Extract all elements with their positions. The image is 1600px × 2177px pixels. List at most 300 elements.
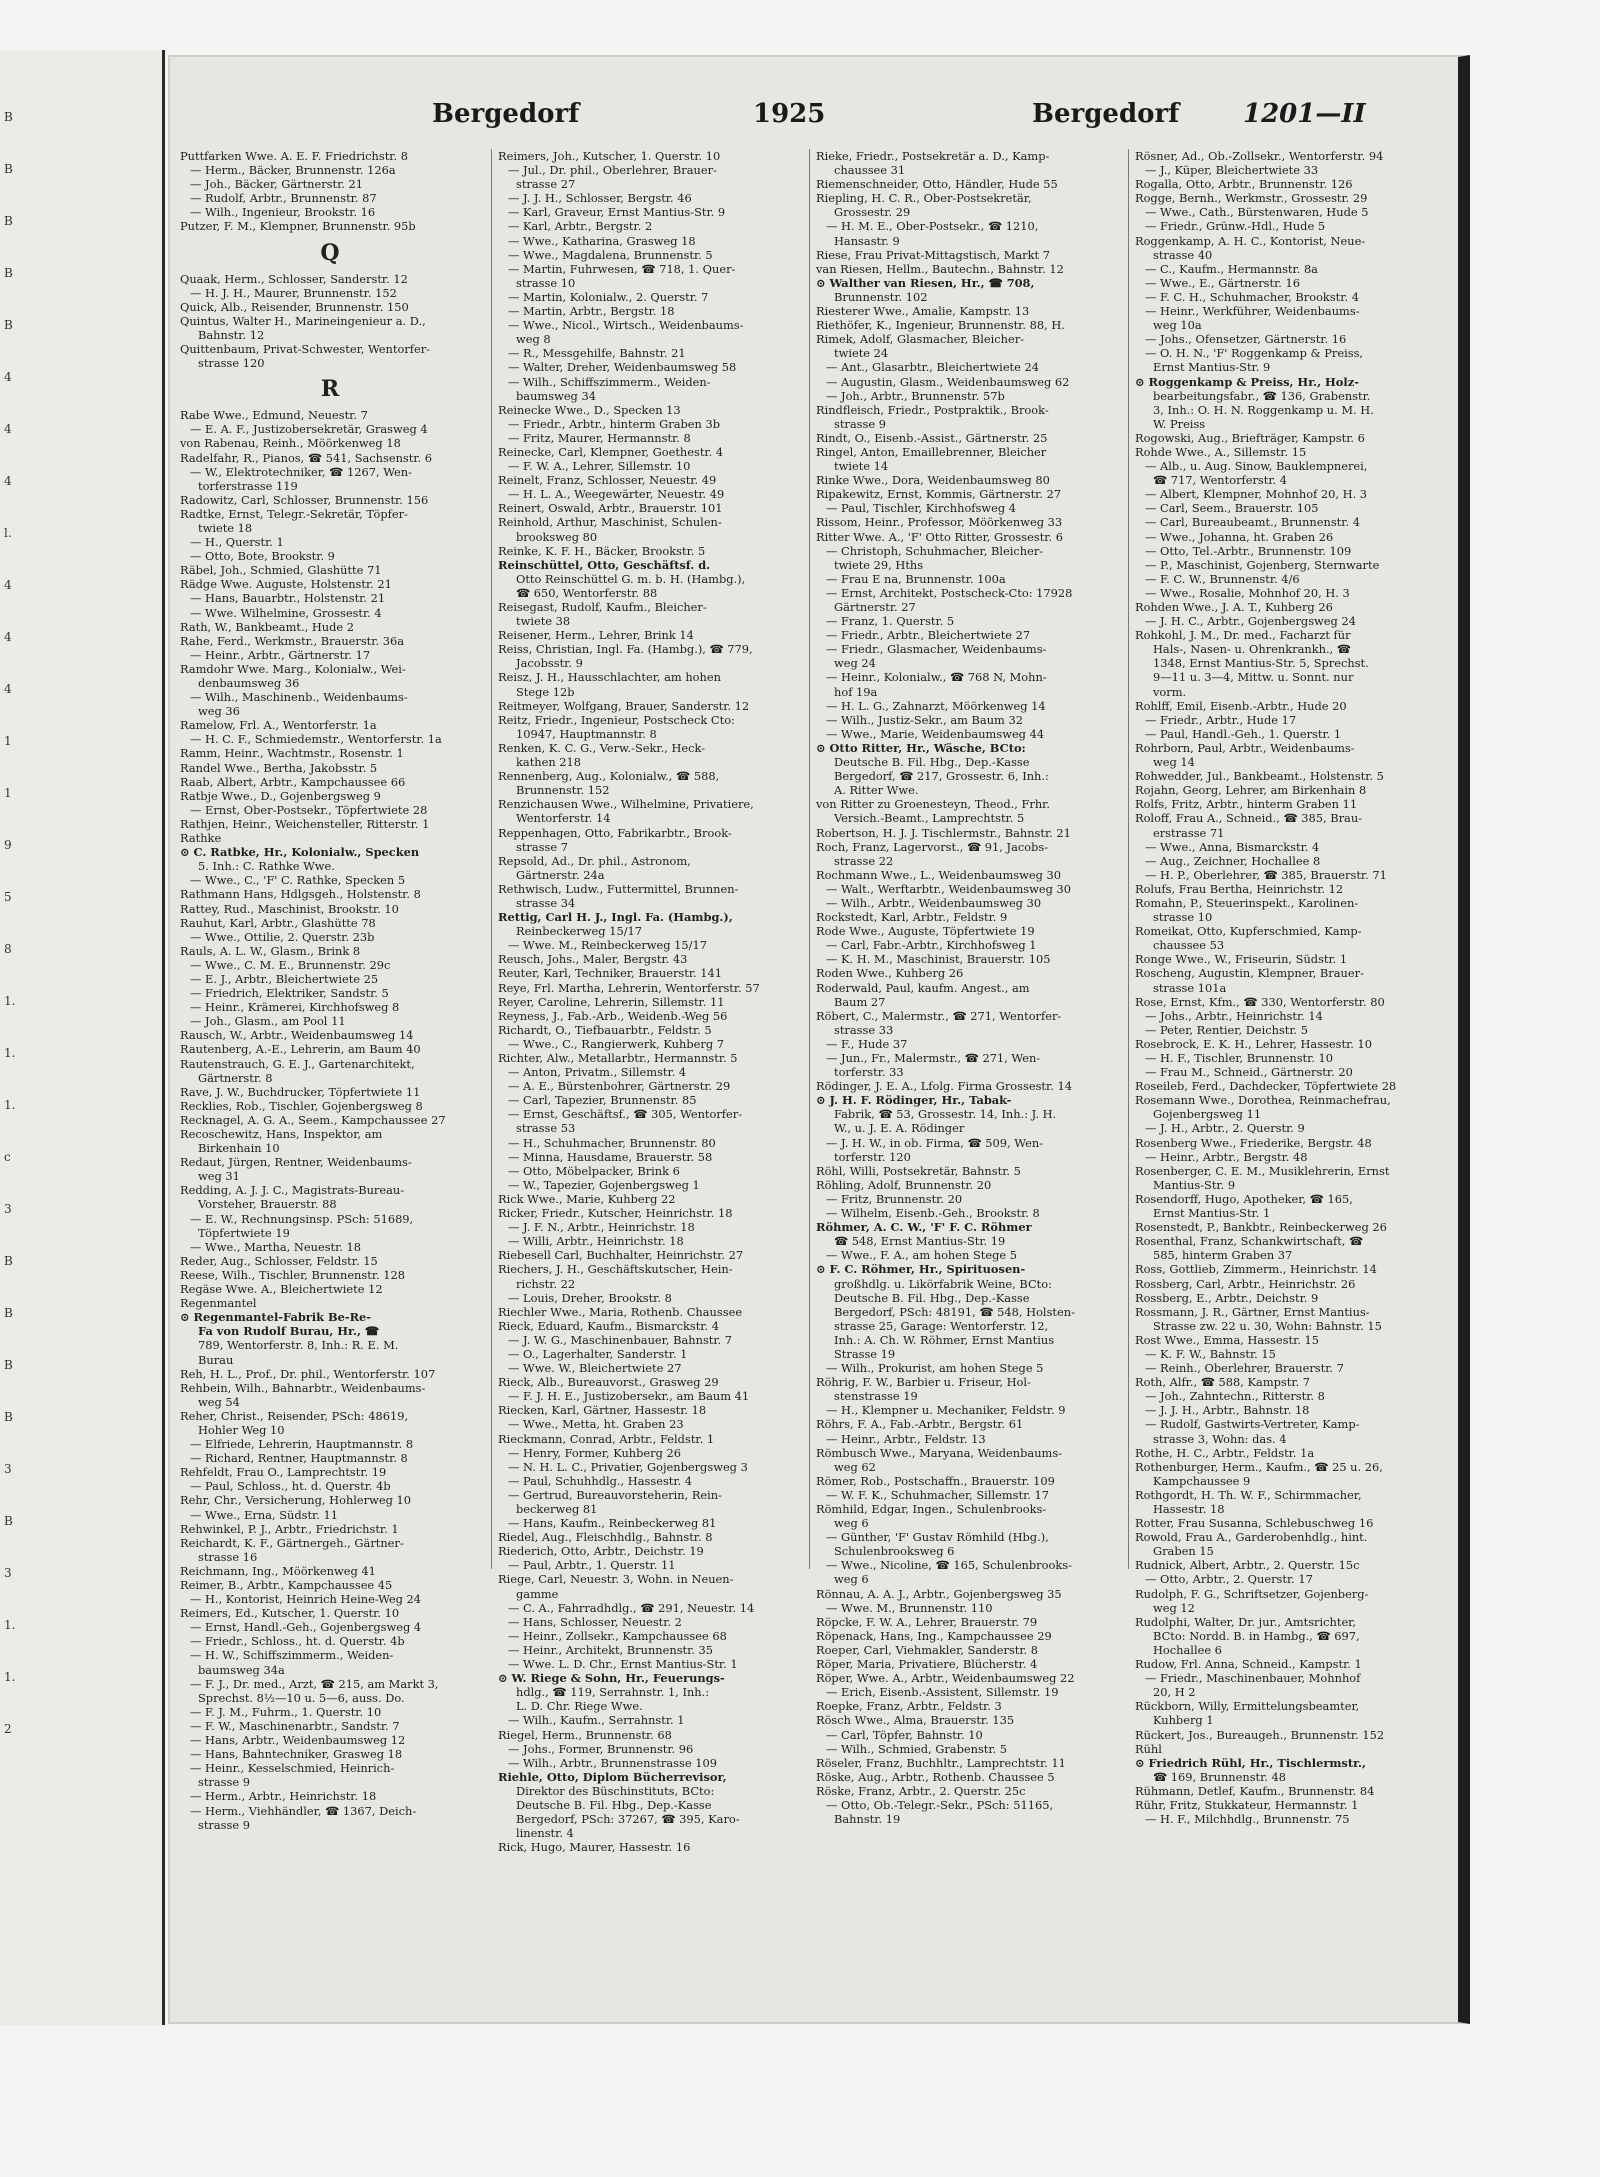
directory-entry: strasse 40 (1153, 247, 1213, 262)
directory-entry: Hassestr. 18 (1153, 1502, 1225, 1516)
directory-entry: Recklies, Rob., Tischler, Gojenbergsweg 8 (180, 1098, 423, 1113)
directory-entry: Graben 15 (1153, 1544, 1214, 1559)
directory-entry: Röhl, Willi, Postsekretär, Bahnstr. 5 (816, 1163, 1021, 1178)
directory-entry: Rieckmann, Conrad, Arbtr., Feldstr. 1 (498, 1431, 715, 1446)
directory-entry: Rühl (1135, 1741, 1162, 1756)
directory-entry: Riese, Frau Privat-Mittagstisch, Markt 7 (816, 247, 1050, 262)
directory-entry: ☎ 650, Wentorferstr. 88 (516, 585, 658, 600)
directory-entry: Rossberg, Carl, Arbtr., Heinrichstr. 26 (1135, 1276, 1356, 1291)
directory-entry: von Rabenau, Reinh., Möörkenweg 18 (180, 436, 401, 451)
directory-entry: ⊙ W. Riege & Sohn, Hr., Feuerungs- (498, 1671, 725, 1686)
directory-entry: 9—11 u. 3—4, Mittw. u. Sonnt. nur (1153, 670, 1354, 685)
directory-entry: Rösner, Ad., Ob.-Zollsekr., Wentorferstr. 94 (1135, 149, 1384, 163)
directory-entry: — H. J. H., Maurer, Brunnenstr. 152 (190, 285, 397, 300)
directory-entry: Reinke, K. F. H., Bäcker, Brookstr. 5 (498, 543, 706, 558)
directory-entry: Brunnenstr. 102 (834, 289, 928, 304)
directory-entry: Röper, Maria, Privatiere, Blücherstr. 4 (816, 1657, 1038, 1672)
directory-entry: Gärtnerstr. 24a (516, 867, 605, 882)
directory-entry: Rautenberg, A.-E., Lehrerin, am Baum 40 (180, 1042, 421, 1057)
directory-entry: — Heinr., Arbtr., Feldstr. 13 (826, 1431, 986, 1446)
directory-entry: Reinschüttel, Otto, Geschäftsf. d. (498, 557, 711, 572)
directory-entry: — Wwe., Rosalie, Mohnhof 20, H. 3 (1145, 585, 1350, 600)
directory-entry: — Wwe., Katharina, Grasweg 18 (508, 233, 696, 248)
directory-entry: ⊙ Walther van Riesen, Hr., ☎ 708, (816, 275, 1035, 290)
directory-entry: — Reinh., Oberlehrer, Brauerstr. 7 (1145, 1361, 1344, 1376)
directory-entry: — K. H. M., Maschinist, Brauerstr. 105 (826, 952, 1051, 967)
directory-entry: Rosendorff, Hugo, Apotheker, ☎ 165, (1135, 1191, 1353, 1206)
directory-entry: Rotter, Frau Susanna, Schlebuschweg 16 (1135, 1516, 1374, 1531)
directory-entry: Reusch, Johs., Maler, Bergstr. 43 (498, 952, 688, 967)
directory-entry: Rieck, Alb., Bureauvorst., Grasweg 29 (498, 1375, 719, 1390)
directory-entry: Riege, Carl, Neuestr. 3, Wohn. in Neuen- (498, 1572, 734, 1587)
previous-page-fragment: B (4, 1254, 13, 1268)
directory-entry: torferstrasse 119 (198, 478, 298, 493)
directory-entry: Röbert, C., Malermstr., ☎ 271, Wentorfer- (816, 1008, 1062, 1023)
directory-entry: Rauhut, Karl, Arbtr., Glashütte 78 (180, 915, 376, 930)
previous-page-fragment: 4 (4, 474, 12, 488)
directory-entry: ⊙ F. C. Röhmer, Hr., Spirituosen- (816, 1262, 1026, 1277)
directory-entry: — Herm., Bäcker, Brunnenstr. 126a (190, 163, 396, 178)
directory-entry: Rosenthal, Franz, Schankwirtschaft, ☎ (1135, 1234, 1364, 1249)
directory-entry: — Frau M., Schneid., Gärtnerstr. 20 (1145, 1065, 1353, 1080)
directory-entry: strasse 10 (516, 275, 576, 290)
directory-entry: Riepling, H. C. R., Ober-Postsekretär, (816, 191, 1032, 206)
directory-columns (180, 149, 1448, 1949)
directory-entry: weg 12 (1153, 1600, 1195, 1615)
directory-entry: — Frau E na, Brunnenstr. 100a (826, 571, 1006, 586)
directory-entry: Radowitz, Carl, Schlosser, Brunnenstr. 156 (180, 492, 429, 507)
directory-entry: — H. F., Tischler, Brunnenstr. 10 (1145, 1051, 1334, 1065)
directory-entry: ⊙ Roggenkamp & Preiss, Hr., Holz- (1135, 374, 1359, 389)
directory-entry: Ritter Wwe. A., 'F' Otto Ritter, Grossestr. 6 (816, 529, 1063, 544)
directory-entry: Ratbje Wwe., D., Gojenbergsweg 9 (180, 788, 381, 803)
directory-entry: — A. E., Bürstenbohrer, Gärtnerstr. 29 (508, 1079, 731, 1094)
directory-entry: — Hans, Bahntechniker, Grasweg 18 (190, 1747, 403, 1762)
directory-entry: — Martin, Kolonialw., 2. Querstr. 7 (508, 289, 709, 304)
directory-entry: ☎ 548, Ernst Mantius-Str. 19 (834, 1234, 1006, 1249)
directory-entry: — Wilhelm, Eisenb.-Geh., Brookstr. 8 (826, 1206, 1040, 1221)
directory-entry: — Wwe., Erna, Südstr. 11 (190, 1507, 338, 1522)
directory-entry: twiete 38 (516, 614, 571, 629)
directory-entry: 585, hinterm Graben 37 (1153, 1248, 1293, 1263)
directory-entry: — H. L. G., Zahnarzt, Möörkenweg 14 (826, 698, 1046, 713)
directory-entry: — J. H., Arbtr., 2. Querstr. 9 (1145, 1121, 1305, 1136)
directory-entry: — Wwe., Nicoline, ☎ 165, Schulenbrooks- (826, 1558, 1072, 1573)
directory-entry: — Wwe., Johanna, ht. Graben 26 (1145, 529, 1334, 544)
directory-entry: bearbeitungsfabr., ☎ 136, Grabenstr. (1153, 388, 1371, 403)
directory-entry: Reinecke Wwe., D., Specken 13 (498, 402, 681, 417)
directory-entry: — Wwe., Metta, ht. Graben 23 (508, 1417, 684, 1432)
directory-entry: twiete 24 (834, 346, 889, 361)
column-divider (491, 149, 492, 1569)
directory-entry: Rothgordt, H. Th. W. F., Schirmmacher, (1135, 1487, 1362, 1502)
directory-entry: A. Ritter Wwe. (834, 783, 919, 798)
directory-entry: Rothenburger, Herm., Kaufm., ☎ 25 u. 26, (1135, 1459, 1383, 1474)
previous-page-fragment: 1 (4, 734, 12, 748)
directory-entry: Rick, Hugo, Maurer, Hassestr. 16 (498, 1840, 691, 1855)
previous-page-fragment: 2 (4, 1722, 12, 1736)
directory-entry: Rick Wwe., Marie, Kuhberg 22 (498, 1191, 676, 1206)
directory-entry: — H. C. F., Schmiedemstr., Wentorferstr. 1a (190, 732, 442, 747)
previous-page-fragment: 1. (4, 1670, 16, 1684)
directory-entry: — H. L. A., Weegewärter, Neuestr. 49 (508, 487, 725, 502)
directory-entry: Bergedorf, PSch: 37267, ☎ 395, Karo- (516, 1812, 740, 1827)
directory-entry: Reder, Aug., Schlosser, Feldstr. 15 (180, 1253, 378, 1268)
directory-entry: strasse 7 (516, 839, 568, 854)
directory-entry: Kampchaussee 9 (1153, 1473, 1251, 1488)
directory-entry: — Wilh., Arbtr., Brunnenstrasse 109 (508, 1755, 717, 1770)
directory-entry: Raab, Albert, Arbtr., Kampchaussee 66 (180, 774, 406, 789)
directory-entry: Grossestr. 29 (834, 205, 911, 220)
directory-entry: — F. J. H. E., Justizobersekr., am Baum 41 (508, 1389, 750, 1404)
directory-entry: — Wwe., Cath., Bürstenwaren, Hude 5 (1145, 205, 1369, 220)
directory-entry: — Wilh., Arbtr., Weidenbaumsweg 30 (826, 895, 1042, 910)
directory-entry: Rausch, W., Arbtr., Weidenbaumsweg 14 (180, 1028, 414, 1043)
directory-entry: — Otto, Bote, Brookstr. 9 (190, 549, 335, 564)
section-letter: R (320, 376, 340, 403)
directory-entry: Reisener, Herm., Lehrer, Brink 14 (498, 628, 694, 643)
directory-entry: Radelfahr, R., Pianos, ☎ 541, Sachsenstr. 6 (180, 450, 433, 465)
directory-entry: — Paul, Tischler, Kirchhofsweg 4 (826, 501, 1017, 516)
directory-entry: Riechler Wwe., Maria, Rothenb. Chaussee (498, 1304, 743, 1319)
directory-entry: — Ernst, Architekt, Postscheck-Cto: 17928 (826, 585, 1073, 600)
directory-entry: Reisz, J. H., Hausschlachter, am hohen (498, 670, 721, 685)
directory-entry: Bahnstr. 19 (834, 1812, 901, 1827)
directory-entry: Otto Reinschüttel G. m. b. H. (Hambg.), (516, 571, 746, 586)
directory-entry: Rohkohl, J. M., Dr. med., Facharzt für (1135, 628, 1351, 643)
directory-entry: Röhrs, F. A., Fab.-Arbtr., Bergstr. 61 (816, 1417, 1024, 1432)
directory-entry: stenstrasse 19 (834, 1389, 918, 1404)
directory-entry: Strasse zw. 22 u. 30, Wohn: Bahnstr. 15 (1153, 1318, 1382, 1333)
directory-entry: twiete 18 (198, 520, 253, 535)
directory-entry: — Joh., Bäcker, Gärtnerstr. 21 (190, 177, 364, 192)
directory-entry: Kuhberg 1 (1153, 1713, 1214, 1728)
directory-entry: weg 10a (1153, 318, 1202, 333)
directory-entry: Riehle, Otto, Diplom Bücherrevisor, (498, 1769, 727, 1784)
directory-entry: Rohwedder, Jul., Bankbeamt., Holstenstr. 5 (1135, 769, 1384, 784)
directory-entry: Deutsche B. Fil. Hbg., Dep.-Kasse (834, 1290, 1030, 1305)
directory-entry: — Wwe., Magdalena, Brunnenstr. 5 (508, 247, 713, 262)
directory-entry: — K. F. W., Bahnstr. 15 (1145, 1346, 1276, 1361)
directory-entry: Recoschewitz, Hans, Inspektor, am (180, 1127, 383, 1141)
directory-entry: — Otto, Möbelpacker, Brink 6 (508, 1163, 680, 1178)
directory-entry: — Wwe., Marie, Weidenbaumsweg 44 (826, 726, 1045, 741)
directory-entry: Reimers, Joh., Kutscher, 1. Querstr. 10 (498, 149, 721, 163)
directory-entry: Reinhold, Arthur, Maschinist, Schulen- (498, 515, 722, 530)
directory-entry: Fa von Rudolf Burau, Hr., ☎ (198, 1324, 380, 1339)
directory-entry: Roggenkamp, A. H. C., Kontorist, Neue- (1135, 233, 1366, 248)
directory-entry: chaussee 31 (834, 163, 906, 178)
directory-entry: Rettig, Carl H. J., Ingl. Fa. (Hambg.), (498, 910, 733, 925)
directory-entry: Deutsche B. Fil. Hbg., Dep.-Kasse (516, 1797, 712, 1812)
page-number: 1201—II (1243, 99, 1366, 129)
directory-entry: strasse 22 (834, 853, 894, 868)
directory-entry: linenstr. 4 (516, 1826, 574, 1841)
directory-entry: — F., Hude 37 (826, 1036, 908, 1051)
directory-entry: — Wwe. M., Brunnenstr. 110 (826, 1600, 993, 1615)
directory-entry: Quittenbaum, Privat-Schwester, Wentorfer- (180, 342, 431, 357)
directory-entry: — Heinr., Kesselschmied, Heinrich- (190, 1761, 395, 1776)
directory-entry: Roeper, Carl, Viehmakler, Sanderstr. 8 (816, 1642, 1039, 1657)
directory-entry: Röhrig, F. W., Barbier u. Friseur, Hol- (816, 1375, 1031, 1390)
directory-entry: — Wwe., C. M. E., Brunnenstr. 29c (190, 957, 391, 972)
directory-entry: Puttfarken Wwe. A. E. F. Friedrichstr. 8 (180, 149, 408, 163)
header-year: 1925 (753, 99, 826, 129)
directory-entry: Rave, J. W., Buchdrucker, Töpfertwiete 11 (180, 1084, 421, 1099)
previous-page-fragment: l. (4, 526, 12, 540)
directory-entry: ⊙ Friedrich Rühl, Hr., Tischlermstr., (1135, 1755, 1366, 1770)
directory-entry: — Wwe., Ottilie, 2. Querstr. 23b (190, 929, 375, 944)
directory-entry: Ramm, Heinr., Wachtmstr., Rosenstr. 1 (180, 746, 404, 761)
directory-entry: Rost Wwe., Emma, Hassestr. 15 (1135, 1332, 1319, 1347)
previous-page-fragment: c (4, 1150, 11, 1164)
directory-entry: Gärtnerstr. 8 (198, 1070, 273, 1085)
directory-entry: Quaak, Herm., Schlosser, Sanderstr. 12 (180, 271, 408, 286)
directory-entry: — Carl, Töpfer, Bahnstr. 10 (826, 1727, 983, 1742)
directory-entry: Strasse 19 (834, 1346, 896, 1361)
previous-page-fragment: B (4, 214, 13, 228)
previous-page-fragment: 1. (4, 1098, 16, 1112)
directory-entry: ⊙ Otto Ritter, Hr., Wäsche, BCto: (816, 740, 1026, 755)
directory-entry: Röhling, Adolf, Brunnenstr. 20 (816, 1177, 992, 1192)
directory-entry: — Carl, Tapezier, Brunnenstr. 85 (508, 1093, 697, 1108)
directory-entry: Reinert, Oswald, Arbtr., Brauerstr. 101 (498, 501, 723, 516)
directory-entry: ⊙ Regenmantel-Fabrik Be-Re- (180, 1310, 372, 1325)
directory-entry: — Albert, Klempner, Mohnhof 20, H. 3 (1145, 487, 1368, 502)
directory-entry: — J. J. H., Arbtr., Bahnstr. 18 (1145, 1403, 1310, 1418)
directory-entry: strasse 9 (198, 1775, 250, 1790)
directory-entry: — Ernst, Geschäftsf., ☎ 305, Wentorfer- (508, 1107, 743, 1122)
directory-entry: — W., Elektrotechniker, ☎ 1267, Wen- (190, 464, 412, 479)
directory-entry: W. Preiss (1153, 416, 1206, 431)
directory-entry: strasse 33 (834, 1022, 894, 1037)
directory-entry: — Walt., Werftarbtr., Weidenbaumsweg 30 (826, 881, 1072, 896)
directory-entry: Rabe Wwe., Edmund, Neuestr. 7 (180, 408, 368, 423)
directory-entry: — Anton, Privatm., Sillemstr. 4 (508, 1065, 687, 1080)
directory-entry: — Herm., Viehhändler, ☎ 1367, Deich- (190, 1803, 417, 1818)
previous-page-edge (0, 50, 165, 2025)
directory-entry: Rinke Wwe., Dora, Weidenbaumsweg 80 (816, 473, 1050, 488)
directory-entry: Bergedorf, ☎ 217, Grossestr. 6, Inh.: (834, 769, 1049, 784)
directory-entry: Hansastr. 9 (834, 233, 900, 248)
directory-entry: — F. J., Dr. med., Arzt, ☎ 215, am Markt 3, (190, 1676, 439, 1691)
directory-entry: Reyer, Caroline, Lehrerin, Sillemstr. 11 (498, 994, 725, 1009)
directory-entry: — H., Schuhmacher, Brunnenstr. 80 (508, 1135, 716, 1150)
directory-entry: strasse 53 (516, 1121, 576, 1136)
directory-entry: — H., Klempner u. Mechaniker, Feldstr. 9 (826, 1403, 1066, 1418)
directory-entry: — W., Tapezier, Gojenbergsweg 1 (508, 1177, 700, 1192)
directory-entry: — Wwe., F. A., am hohen Stege 5 (826, 1248, 1017, 1263)
directory-entry: — Heinr., Krämerei, Kirchhofsweg 8 (190, 1000, 400, 1015)
previous-page-fragment: 1 (4, 786, 12, 800)
directory-entry: — Jun., Fr., Malermstr., ☎ 271, Wen- (826, 1051, 1041, 1065)
directory-entry: — F. W., Maschinenarbtr., Sandstr. 7 (190, 1718, 400, 1733)
directory-entry: torferstr. 120 (834, 1149, 911, 1164)
directory-entry: Rönnau, A. A. J., Arbtr., Gojenbergsweg 35 (816, 1586, 1062, 1601)
previous-page-fragment: B (4, 318, 13, 332)
directory-entry: Hals-, Nasen- u. Ohrenkrankh., ☎ (1153, 642, 1351, 657)
directory-entry: — Rudolf, Gastwirts-Vertreter, Kamp- (1145, 1417, 1360, 1432)
directory-entry: — Paul, Schloss., ht. d. Querstr. 4b (190, 1479, 391, 1494)
directory-entry: Inh.: A. Ch. W. Röhmer, Ernst Mantius (834, 1332, 1055, 1347)
directory-entry: — Heinr., Architekt, Brunnenstr. 35 (508, 1642, 714, 1657)
directory-entry: 20, H 2 (1153, 1685, 1196, 1700)
directory-entry: Reese, Wilh., Tischler, Brunnenstr. 128 (180, 1267, 405, 1282)
directory-entry: — Joh., Arbtr., Brunnenstr. 57b (826, 388, 1005, 403)
directory-entry: — Joh., Zahntechn., Ritterstr. 8 (1145, 1389, 1325, 1404)
directory-entry: Rimek, Adolf, Glasmacher, Bleicher- (816, 332, 1024, 347)
directory-entry: Schulenbrooksweg 6 (834, 1544, 955, 1559)
directory-entry: Ronge Wwe., W., Friseurin, Südstr. 1 (1135, 952, 1348, 967)
directory-entry: strasse 25, Garage: Wentorferstr. 12, (834, 1318, 1049, 1333)
directory-entry: — O. H. N., 'F' Roggenkamp & Preiss, (1145, 346, 1364, 361)
directory-entry: Ernst Mantius-Str. 9 (1153, 360, 1271, 375)
directory-entry: — E. W., Rechnungsinsp. PSch: 51689, (190, 1211, 414, 1226)
directory-entry: Römhild, Edgar, Ingen., Schulenbrooks- (816, 1502, 1047, 1516)
directory-entry: — Wilh., Schiffszimmerm., Weiden- (508, 374, 711, 389)
directory-entry: Reimers, Ed., Kutscher, 1. Querstr. 10 (180, 1606, 400, 1621)
directory-entry: — Heinr., Zollsekr., Kampchaussee 68 (508, 1628, 727, 1643)
previous-page-fragment: 8 (4, 942, 12, 956)
directory-entry: Randel Wwe., Bertha, Jakobsstr. 5 (180, 760, 378, 775)
directory-entry: — H., Querstr. 1 (190, 535, 284, 550)
directory-entry: Rosenstedt, P., Bankbtr., Reinbeckerweg 26 (1135, 1220, 1387, 1235)
directory-entry: Romeikat, Otto, Kupferschmied, Kamp- (1135, 924, 1362, 939)
directory-entry: — F. J. M., Fuhrm., 1. Querstr. 10 (190, 1704, 382, 1719)
directory-entry: — Johs., Arbtr., Heinrichstr. 14 (1145, 1008, 1323, 1023)
directory-entry: Richardt, O., Tiefbauarbtr., Feldstr. 5 (498, 1022, 712, 1037)
directory-entry: L. D. Chr. Riege Wwe. (516, 1699, 643, 1714)
directory-entry: — Louis, Dreher, Brookstr. 8 (508, 1290, 672, 1305)
header-right: Bergedorf (1032, 99, 1180, 129)
directory-entry: Reuter, Karl, Techniker, Brauerstr. 141 (498, 966, 722, 981)
directory-entry: Rojahn, Georg, Lehrer, am Birkenhain 8 (1135, 783, 1367, 798)
directory-entry: Roth, Alfr., ☎ 588, Kampstr. 7 (1135, 1375, 1311, 1390)
directory-entry: — Ernst, Handl.-Geh., Gojenbergsweg 4 (190, 1620, 422, 1635)
directory-entry: Mantius-Str. 9 (1153, 1177, 1236, 1192)
directory-entry: Riebesell Carl, Buchhalter, Heinrichstr. 27 (498, 1248, 744, 1263)
directory-entry: weg 62 (834, 1459, 876, 1474)
directory-entry: Bergedorf, PSch: 48191, ☎ 548, Holsten- (834, 1304, 1075, 1319)
directory-entry: Rogowski, Aug., Briefträger, Kampstr. 6 (1135, 430, 1365, 445)
directory-entry: Riesterer Wwe., Amalie, Kampstr. 13 (816, 304, 1030, 319)
directory-entry: Rosebrock, E. K. H., Lehrer, Hassestr. 10 (1135, 1036, 1373, 1051)
directory-entry: strasse 16 (198, 1549, 258, 1564)
directory-entry: — Minna, Hausdame, Brauerstr. 58 (508, 1149, 713, 1164)
directory-entry: ☎ 717, Wentorferstr. 4 (1153, 473, 1288, 488)
directory-entry: richstr. 22 (516, 1276, 576, 1291)
directory-entry: Hohler Weg 10 (198, 1422, 285, 1437)
directory-entry: Rückert, Jos., Bureaugeh., Brunnenstr. 152 (1135, 1727, 1385, 1742)
directory-entry: — Aug., Zeichner, Hochallee 8 (1145, 853, 1321, 868)
directory-entry: — J. J. H., Schlosser, Bergstr. 46 (508, 191, 692, 206)
directory-entry: Röske, Franz, Arbtr., 2. Querstr. 25c (816, 1783, 1026, 1798)
directory-entry: Rückborn, Willy, Ermittelungsbeamter, (1135, 1699, 1360, 1714)
directory-entry: Röpcke, F. W. A., Lehrer, Brauerstr. 79 (816, 1614, 1038, 1629)
directory-entry: Roden Wwe., Kuhberg 26 (816, 966, 964, 981)
directory-entry: — Paul, Schuhhdlg., Hassestr. 4 (508, 1473, 693, 1488)
directory-entry: — Wwe., Nicol., Wirtsch., Weidenbaums- (508, 318, 744, 333)
directory-entry: Rudolph, F. G., Schriftsetzer, Gojenberg- (1135, 1586, 1369, 1601)
directory-entry: — F. C. H., Schuhmacher, Brookstr. 4 (1145, 289, 1359, 304)
directory-entry: Sprechst. 8½—10 u. 5—6, auss. Do. (198, 1690, 405, 1705)
directory-entry: Bahnstr. 12 (198, 327, 265, 342)
previous-page-fragment: B (4, 110, 13, 124)
directory-entry: Rühmann, Detlef, Kaufm., Brunnenstr. 84 (1135, 1783, 1375, 1798)
directory-entry: van Riesen, Hellm., Bautechn., Bahnstr. 12 (816, 261, 1064, 276)
directory-entry: — Wilh., Ingenieur, Brookstr. 16 (190, 205, 376, 220)
directory-entry: Römbusch Wwe., Maryana, Weidenbaums- (816, 1445, 1063, 1460)
directory-entry: strasse 10 (1153, 910, 1213, 925)
directory-entry: Deutsche B. Fil. Hbg., Dep.-Kasse (834, 755, 1030, 770)
directory-entry: Renken, K. C. G., Verw.-Sekr., Heck- (498, 740, 706, 755)
directory-entry: Renzichausen Wwe., Wilhelmine, Privatiere, (498, 797, 754, 812)
directory-entry: Rauls, A. L. W., Glasm., Brink 8 (180, 943, 361, 958)
directory-entry: — Heinr., Kolonialw., ☎ 768 N, Mohn- (826, 670, 1047, 685)
directory-entry: Ripakewitz, Ernst, Kommis, Gärtnerstr. 27 (816, 487, 1062, 502)
directory-entry: — J. H. C., Arbtr., Gojenbergsweg 24 (1145, 614, 1356, 629)
directory-entry: — Wwe. W., Bleichertwiete 27 (508, 1361, 682, 1376)
directory-entry: — Heinr., Arbtr., Gärtnerstr. 17 (190, 647, 371, 662)
directory-entry: — Wwe. L. D. Chr., Ernst Mantius-Str. 1 (508, 1657, 738, 1672)
directory-entry: weg 8 (516, 332, 551, 347)
directory-entry: — Karl, Arbtr., Bergstr. 2 (508, 219, 653, 234)
directory-entry: — Wwe. M., Reinbeckerweg 15/17 (508, 938, 708, 953)
column-divider (1128, 149, 1129, 1569)
directory-entry: Rösch Wwe., Alma, Brauerstr. 135 (816, 1713, 1015, 1728)
directory-entry: Brunnenstr. 152 (516, 783, 610, 798)
directory-entry: ⊙ C. Ratbke, Hr., Kolonialw., Specken (180, 845, 420, 860)
directory-entry: Regäse Wwe. A., Bleichertwiete 12 (180, 1282, 383, 1297)
directory-entry: Reimer, B., Arbtr., Kampchaussee 45 (180, 1578, 393, 1592)
directory-entry: strasse 9 (834, 416, 886, 431)
directory-entry: weg 54 (198, 1394, 240, 1409)
directory-entry: — Wilh., Kaufm., Serrahnstr. 1 (508, 1713, 685, 1728)
directory-entry: Rowold, Frau A., Garderobenhdlg., hint. (1135, 1530, 1368, 1545)
directory-entry: Reinelt, Franz, Schlosser, Neuestr. 49 (498, 473, 717, 488)
directory-entry: Repsold, Ad., Dr. phil., Astronom, (498, 853, 691, 868)
header-left: Bergedorf (432, 99, 580, 129)
directory-entry: Reiss, Christian, Ingl. Fa. (Hambg.), ☎ 779, (498, 642, 753, 657)
directory-entry: Rehbein, Wilh., Bahnarbtr., Weidenbaums- (180, 1380, 426, 1395)
directory-entry: strasse 101a (1153, 980, 1227, 995)
directory-entry: Stege 12b (516, 684, 575, 699)
directory-entry: Ernst Mantius-Str. 1 (1153, 1206, 1271, 1221)
directory-entry: Baum 27 (834, 994, 886, 1009)
directory-entry: Rolfs, Fritz, Arbtr., hinterm Graben 11 (1135, 797, 1358, 812)
directory-entry: Rethwisch, Ludw., Futtermittel, Brunnen- (498, 881, 739, 896)
directory-entry: Riechers, J. H., Geschäftskutscher, Hein- (498, 1262, 733, 1277)
directory-entry: — E. J., Arbtr., Bleichertwiete 25 (190, 971, 379, 986)
directory-entry: Roseileb, Ferd., Dachdecker, Töpfertwiete 28 (1135, 1079, 1397, 1094)
directory-entry: Rennenberg, Aug., Kolonialw., ☎ 588, (498, 769, 720, 784)
directory-entry: Roepke, Franz, Arbtr., Feldstr. 3 (816, 1699, 1002, 1714)
directory-entry: Rindfleisch, Friedr., Postpraktik., Brook- (816, 402, 1049, 417)
directory-entry: großhdlg. u. Likörfabrik Weine, BCto: (834, 1276, 1052, 1291)
directory-entry: — J. H. W., in ob. Firma, ☎ 509, Wen- (826, 1135, 1043, 1150)
directory-entry: — Friedr., Grünw.-Hdl., Hude 5 (1145, 219, 1326, 234)
previous-page-fragment: 1. (4, 994, 16, 1008)
directory-entry: — Johs., Ofensetzer, Gärtnerstr. 16 (1145, 332, 1347, 347)
directory-entry: Rohden Wwe., J. A. T., Kuhberg 26 (1135, 600, 1333, 614)
directory-entry: Quintus, Walter H., Marineingenieur a. D., (180, 313, 426, 328)
directory-entry: — Fritz, Maurer, Hermannstr. 8 (508, 430, 691, 445)
directory-entry: — Ant., Glasarbtr., Bleichertwiete 24 (826, 360, 1039, 375)
directory-entry: Riecken, Karl, Gärtner, Hassestr. 18 (498, 1403, 707, 1418)
directory-entry: Richter, Alw., Metallarbtr., Hermannstr. 5 (498, 1051, 738, 1065)
directory-entry: — Heinr., Werkführer, Weidenbaums- (1145, 304, 1360, 319)
directory-entry: — J., Küper, Bleichertwiete 33 (1145, 163, 1319, 178)
